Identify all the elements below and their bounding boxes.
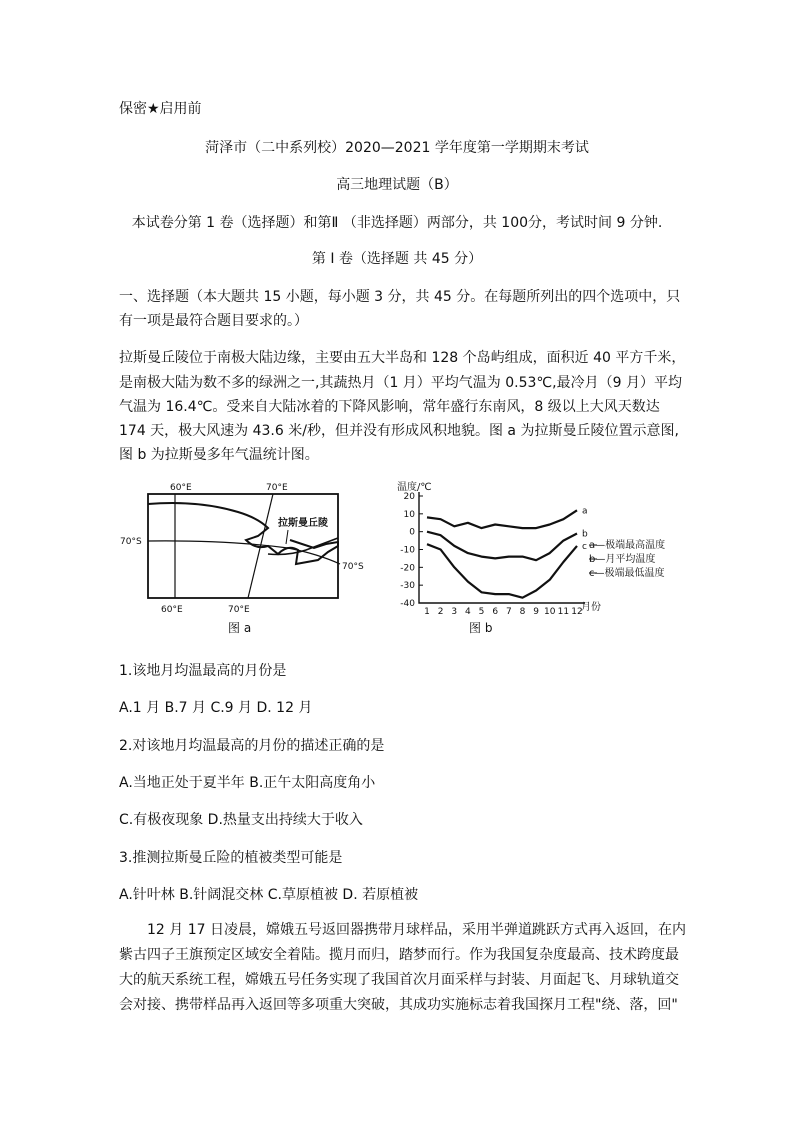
lon-60-top-label: 60°E xyxy=(170,483,192,493)
passage2-line-2: 紫古四子王旗预定区域安全着陆。揽月而归，踏梦而行。作为我国复杂度最高、技术跨度最 xyxy=(119,947,679,963)
place-label: 拉斯曼丘陵 xyxy=(278,518,328,529)
x-tick-label: 8 xyxy=(519,607,526,617)
y-tick-label: -10 xyxy=(400,545,415,556)
lat-70-right-label: 70°S xyxy=(342,562,364,572)
passage1-line-4: 174 天，极大风速为 43.6 米/秒，但并没有形成风积地貌。图 a 为拉斯曼丘陵位置示意图, xyxy=(119,423,679,439)
chart-caption: 图 b xyxy=(469,621,493,635)
temperature-chart xyxy=(383,478,713,638)
x-tick-label: 4 xyxy=(465,607,471,617)
passage2-line-1: 12 月 17 日凌晨，嫦娥五号返回器携带月球样品，采用半弹道跳跃方式再入返回，在内 xyxy=(147,922,686,938)
question-3-options: A.针叶林 B.针阔混交林 C.草原植被 D. 若原植被 xyxy=(119,887,419,903)
x-tick-label: 7 xyxy=(505,607,512,617)
question-2-stem: 2.对该地月均温最高的月份的描述正确的是 xyxy=(119,738,385,754)
x-tick-label: 12 xyxy=(571,607,583,617)
passage1-line-1: 拉斯曼丘陵位于南极大陆边缘，主要由五大半岛和 128 个岛屿组成，面积近 40 平方千米， xyxy=(119,350,686,366)
x-tick-label: 1 xyxy=(424,607,430,617)
passage2-line-4: 会对接、携带样品再入返回等多项重大突破，其成功实施标志着我国探月工程"绕、落，回" xyxy=(119,997,678,1013)
x-tick-label: 10 xyxy=(544,607,556,617)
question-1-options: A.1 月 B.7 月 C.9 月 D. 12 月 xyxy=(119,700,313,716)
lon-70-bottom-label: 70°E xyxy=(228,605,250,615)
x-tick-label: 6 xyxy=(492,607,499,617)
x-tick-label: 11 xyxy=(557,607,570,617)
exam-title: 菏泽市（二中系列校）2020—2021 学年度第一学期期末考试 xyxy=(205,140,589,156)
exam-intro: 本试卷分第 1 卷（选择题）和第Ⅱ （非选择题）两部分，共 100分，考试时间 9 分钟. xyxy=(131,215,663,231)
chart-ylabel: 温度/℃ xyxy=(397,482,432,493)
series-end-label-a: a xyxy=(582,506,588,517)
passage1-line-2: 是南极大陆为数不多的绿洲之一,其蔬热月（1 月）平均气温为 0.53℃,最冷月（9 月）平均 xyxy=(119,375,682,391)
subject-title: 高三地理试题（B） xyxy=(336,177,458,193)
legend-entry-a: a—极端最高温度 xyxy=(589,540,666,551)
y-tick-label: -20 xyxy=(400,563,415,574)
legend-entry-c: c—极端最低温度 xyxy=(589,568,665,579)
map-caption: 图 a xyxy=(228,621,252,635)
y-tick-label: 20 xyxy=(403,492,415,502)
confidential-mark: 保密★启用前 xyxy=(119,101,202,117)
series-line-a xyxy=(427,510,577,528)
series-line-b xyxy=(427,532,577,561)
lon-70-top-label: 70°E xyxy=(266,483,288,493)
y-tick-label: 10 xyxy=(403,509,415,520)
y-tick-label: -40 xyxy=(400,599,415,609)
volume-title: 第 I 卷（选择题 共 45 分） xyxy=(311,251,483,267)
lon-60-bottom-label: 60°E xyxy=(161,605,183,615)
series-end-label-c: c xyxy=(582,541,587,552)
series-line-c xyxy=(427,544,577,598)
lat-70-left-label: 70°S xyxy=(120,537,142,547)
passage1-line-5: 图 b 为拉斯曼多年气温统计图。 xyxy=(119,447,319,463)
passage1-line-3: 气温为 16.4℃。受来自大陆冰着的下降风影响，常年盛行东南风，8 级以上大风天数达 xyxy=(119,399,660,415)
passage2-line-3: 大的航天系统工程，嫦娥五号任务实现了我国首次月面采样与封装、月面起飞、月球轨道交 xyxy=(119,972,679,988)
location-map xyxy=(118,478,378,638)
coastline xyxy=(148,503,338,564)
x-tick-label: 9 xyxy=(533,607,539,617)
x-tick-label: 3 xyxy=(451,607,458,617)
section-instruction-line-1: 一、选择题（本大题共 15 小题，每小题 3 分，共 45 分。在每题所列出的四个选项中，只 xyxy=(119,289,681,305)
y-tick-label: 0 xyxy=(409,527,415,538)
question-2-options-ab: A.当地正处于夏半年 B.正午太阳高度角小 xyxy=(119,775,376,791)
x-tick-label: 2 xyxy=(437,607,444,617)
place-pointer xyxy=(286,530,288,544)
y-tick-label: -30 xyxy=(400,581,415,592)
section-instruction-line-2: 有一项是最符合题目要求的。） xyxy=(119,313,308,329)
question-2-options-cd: C.有极夜现象 D.热量支出持续大于收入 xyxy=(119,812,363,828)
legend-entry-b: b—月平均温度 xyxy=(589,554,656,565)
x-tick-label: 5 xyxy=(478,607,485,617)
series-end-label-b: b xyxy=(582,529,588,540)
question-3-stem: 3.推测拉斯曼丘险的植被类型可能是 xyxy=(119,850,343,866)
chart-xlabel: 月份 xyxy=(581,602,601,613)
chart-axes xyxy=(419,492,585,603)
question-1-stem: 1.该地月均温最高的月份是 xyxy=(119,663,287,679)
